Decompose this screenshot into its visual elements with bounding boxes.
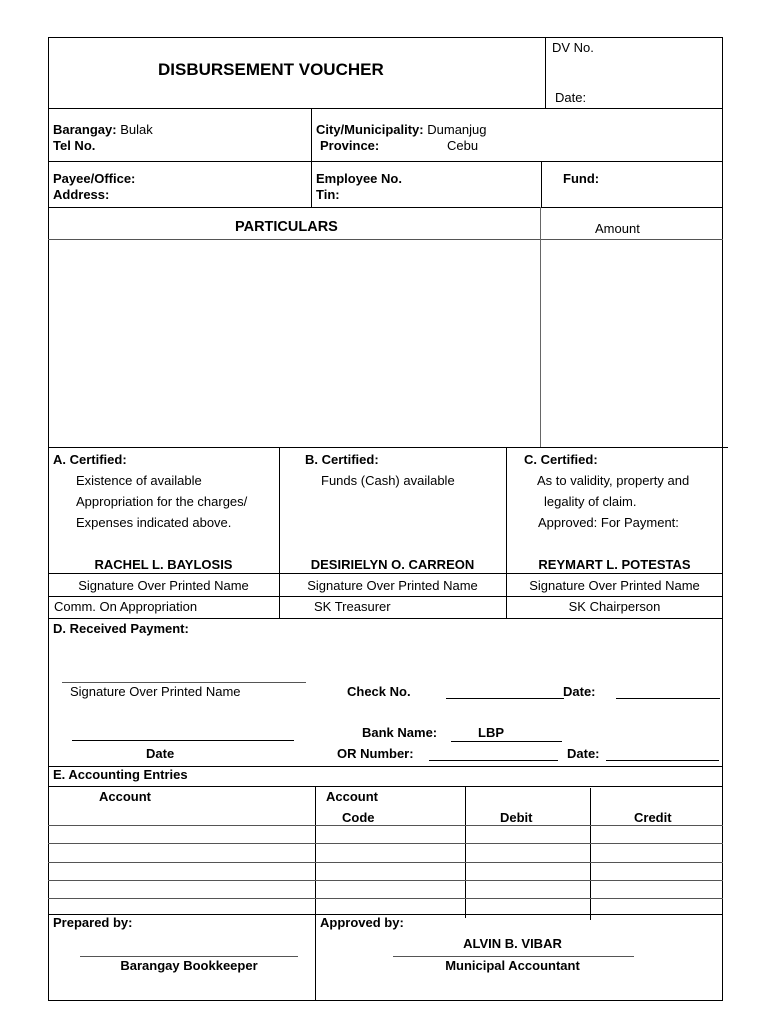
divider [48, 447, 728, 448]
city-value: Dumanjug [427, 122, 487, 137]
city-field [316, 122, 487, 137]
bank-name-label: Bank Name: [362, 725, 438, 740]
payee-label: Payee/Office: [53, 171, 136, 186]
prepared-signature-line [80, 956, 298, 957]
barangay-field [53, 122, 153, 137]
cert-a-name: RACHEL L. BAYLOSIS [94, 557, 233, 572]
amount-header: Amount [595, 221, 640, 236]
city-label: City/Municipality: [316, 122, 424, 137]
divider [48, 161, 723, 162]
date-line[interactable] [72, 740, 294, 741]
approved-signature-line [393, 956, 634, 957]
check-no-line[interactable] [446, 698, 564, 699]
cert-a-line: Expenses indicated above. [76, 515, 232, 530]
cert-a-heading: A. Certified: [53, 452, 127, 467]
account-header: Account [99, 789, 151, 804]
account-code-header: Code [342, 810, 375, 825]
account-code-header: Account [326, 789, 378, 804]
barangay-label: Barangay: [53, 122, 117, 137]
cert-b-heading: B. Certified: [305, 452, 379, 467]
entry-row [48, 862, 723, 863]
cert-c-line: Approved: For Payment: [538, 515, 679, 530]
cert-a-role: Comm. On Appropriation [54, 599, 198, 614]
cert-a-line: Existence of available [76, 473, 202, 488]
received-heading: D. Received Payment: [53, 621, 189, 636]
debit-header: Debit [500, 810, 533, 825]
address-label: Address: [53, 187, 110, 202]
or-number-label: OR Number: [337, 746, 414, 761]
cert-a-signature-caption: Signature Over Printed Name [78, 578, 249, 593]
cert-b-signature-caption: Signature Over Printed Name [307, 578, 478, 593]
tin-label: Tin: [316, 187, 340, 202]
prepared-by-label: Prepared by: [53, 915, 133, 930]
dv-no-label: DV No. [552, 40, 594, 55]
cert-b-role: SK Treasurer [314, 599, 391, 614]
divider [48, 573, 723, 574]
cert-c-name: REYMART L. POTESTAS [538, 557, 691, 572]
location-divider [311, 108, 312, 207]
entry-row [48, 880, 723, 881]
signature-line [62, 682, 306, 683]
divider [48, 618, 723, 619]
credit-header: Credit [634, 810, 672, 825]
or-date-label: Date: [567, 746, 600, 761]
received-signature-caption: Signature Over Printed Name [70, 684, 241, 699]
header-divider [545, 37, 546, 108]
check-date-line[interactable] [616, 698, 720, 699]
barangay-value: Bulak [120, 122, 153, 137]
province-value: Cebu [447, 138, 479, 153]
or-date-line[interactable] [606, 760, 719, 761]
divider [48, 596, 723, 597]
prepared-role: Barangay Bookkeeper [120, 958, 258, 973]
dv-date-label: Date: [555, 90, 587, 105]
cert-c-role: SK Chairperson [568, 599, 661, 614]
bank-name-line [451, 741, 562, 742]
approved-name: ALVIN B. VIBAR [463, 936, 562, 951]
entry-row [48, 898, 723, 899]
approved-by-label: Approved by: [320, 915, 404, 930]
cert-c-signature-caption: Signature Over Printed Name [529, 578, 700, 593]
or-number-line[interactable] [429, 760, 558, 761]
fund-label: Fund: [563, 171, 600, 186]
cert-c-heading: C. Certified: [524, 452, 598, 467]
check-date-label: Date: [563, 684, 596, 699]
divider [48, 108, 723, 109]
approved-role: Municipal Accountant [445, 958, 580, 973]
cert-c-line: As to validity, property and [537, 473, 690, 488]
fund-divider [541, 161, 542, 207]
credit-column-divider [590, 788, 591, 920]
divider [48, 207, 723, 208]
entry-row [48, 825, 723, 826]
particulars-header: PARTICULARS [235, 219, 338, 235]
employee-no-label: Employee No. [316, 171, 402, 186]
page-title: DISBURSEMENT VOUCHER [158, 60, 384, 79]
date-caption: Date [146, 746, 175, 761]
tel-label: Tel No. [53, 138, 96, 153]
cert-b-name: DESIRIELYN O. CARREON [310, 557, 475, 572]
amount-column-divider [540, 207, 541, 447]
cert-c-line: legality of claim. [544, 494, 637, 509]
check-no-label: Check No. [347, 684, 411, 699]
accounting-heading: E. Accounting Entries [53, 767, 188, 782]
bank-name-value: LBP [478, 725, 504, 740]
cert-b-line: Funds (Cash) available [321, 473, 455, 488]
entry-row [48, 843, 723, 844]
cert-a-line: Appropriation for the charges/ [76, 494, 248, 509]
account-column-divider [315, 786, 316, 1000]
province-label: Province: [320, 138, 380, 153]
divider [48, 786, 723, 787]
divider [48, 239, 723, 240]
